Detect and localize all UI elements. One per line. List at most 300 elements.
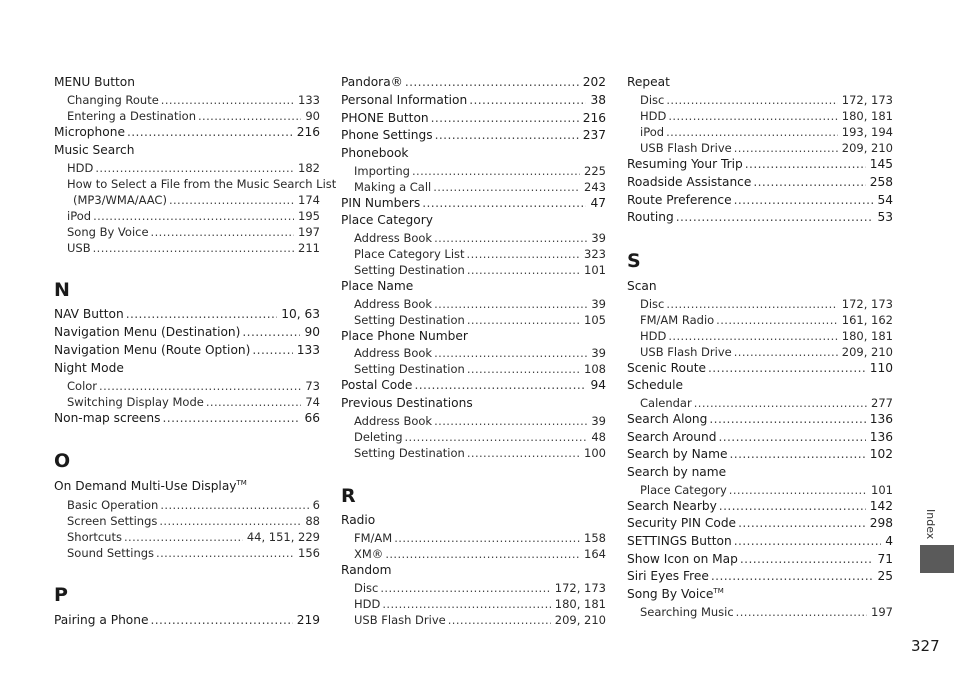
- index-term: Security PIN Code: [627, 516, 737, 530]
- dot-leader: [160, 497, 308, 513]
- page-number: 327: [911, 637, 940, 655]
- dot-leader: [676, 209, 874, 227]
- index-term: Search Along: [627, 412, 708, 426]
- page-reference[interactable]: 10, 63: [281, 307, 320, 321]
- dot-leader: [694, 395, 867, 411]
- index-subentry: [341, 445, 606, 461]
- dot-leader: [156, 545, 294, 561]
- index-subentry: [54, 378, 320, 394]
- dot-leader: [734, 192, 874, 210]
- dot-leader: [666, 92, 837, 108]
- page-reference[interactable]: 66: [304, 411, 320, 425]
- index-term: Siri Eyes Free: [627, 569, 709, 583]
- index-entry: [341, 145, 606, 163]
- page-reference[interactable]: 88: [305, 514, 320, 528]
- index-term: Postal Code: [341, 378, 413, 392]
- index-entry: [54, 306, 320, 324]
- dot-leader: [709, 411, 865, 429]
- index-term: Place Category: [341, 213, 433, 227]
- index-subentry: [54, 513, 320, 529]
- trademark-superscript: TM: [236, 478, 247, 487]
- trademark-superscript: TM: [713, 586, 724, 595]
- dot-leader: [469, 92, 586, 110]
- index-subentry: [341, 612, 606, 628]
- index-subentry: [341, 580, 606, 596]
- index-term: Disc: [640, 93, 665, 107]
- index-entry: [341, 127, 606, 145]
- index-term: Routing: [627, 210, 674, 224]
- page-reference[interactable]: 237: [582, 128, 606, 142]
- index-entry: [627, 156, 893, 174]
- dot-leader: [161, 92, 294, 108]
- index-subentry: [54, 92, 320, 108]
- dot-leader: [206, 394, 302, 410]
- page-reference[interactable]: 101: [584, 263, 606, 277]
- dot-leader: [711, 568, 874, 586]
- page-reference[interactable]: 47: [590, 196, 606, 210]
- index-term: On Demand Multi-Use Display: [54, 479, 237, 493]
- index-term: Previous Destinations: [341, 396, 473, 410]
- dot-leader: [434, 296, 587, 312]
- page-reference[interactable]: 100: [584, 446, 606, 460]
- index-subentry: [627, 312, 893, 328]
- index-term: Random: [341, 563, 392, 577]
- dot-leader: [734, 140, 838, 156]
- page-reference[interactable]: 101: [871, 483, 893, 497]
- page-reference[interactable]: 108: [584, 362, 606, 376]
- index-subentry: [627, 124, 893, 140]
- dot-leader: [467, 361, 580, 377]
- index-term: Navigation Menu (Route Option): [54, 343, 251, 357]
- page-reference[interactable]: 4: [885, 534, 893, 548]
- dot-leader: [753, 174, 865, 192]
- index-term: Changing Route: [67, 93, 159, 107]
- index-subentry: [627, 395, 893, 411]
- page-reference[interactable]: 211: [298, 241, 320, 255]
- index-subentry: [341, 246, 606, 262]
- index-subentry: [54, 529, 320, 545]
- index-side-tab[interactable]: [920, 545, 954, 573]
- page-reference[interactable]: 6: [312, 498, 320, 512]
- dot-leader: [414, 377, 586, 395]
- index-entry: [627, 498, 893, 516]
- index-term: USB: [67, 241, 91, 255]
- page-reference[interactable]: 174: [298, 193, 320, 207]
- index-subentry: [54, 108, 320, 124]
- index-subentry: [627, 92, 893, 108]
- index-entry: [627, 533, 893, 551]
- index-term: Scenic Route: [627, 361, 706, 375]
- index-entry: [54, 360, 320, 378]
- dot-leader: [745, 156, 866, 174]
- index-side-tab-label: Index: [924, 508, 937, 540]
- index-term: Route Preference: [627, 193, 732, 207]
- page-reference[interactable]: 54: [877, 193, 893, 207]
- index-term: Setting Destination: [354, 362, 465, 376]
- index-entry: [627, 74, 893, 92]
- index-entry: [341, 562, 606, 580]
- index-entry: [54, 612, 320, 630]
- index-term: Non-map screens: [54, 411, 161, 425]
- index-entry: [627, 209, 893, 227]
- page-reference[interactable]: 48: [591, 430, 606, 444]
- index-subentry: [627, 344, 893, 360]
- index-term: MENU Button: [54, 75, 135, 89]
- index-entry: [54, 410, 320, 428]
- dot-leader: [412, 163, 580, 179]
- index-term: Microphone: [54, 125, 125, 139]
- index-entry: [627, 360, 893, 378]
- index-term: Basic Operation: [67, 498, 159, 512]
- dot-leader: [434, 345, 587, 361]
- index-term: Color: [67, 379, 98, 393]
- section-letter: N: [54, 279, 70, 301]
- index-subentry: [627, 108, 893, 124]
- index-term: Calendar: [640, 396, 692, 410]
- page-reference[interactable]: 197: [871, 605, 893, 619]
- index-subentry: [627, 604, 893, 620]
- index-term: Disc: [354, 581, 379, 595]
- page-reference[interactable]: 180, 181: [554, 597, 606, 611]
- index-term: XM®: [354, 547, 384, 561]
- page-reference[interactable]: 53: [877, 210, 893, 224]
- dot-leader: [467, 262, 580, 278]
- index-subentry: [341, 262, 606, 278]
- index-term: Place Category List: [354, 247, 465, 261]
- page-reference[interactable]: 209, 210: [554, 613, 606, 627]
- index-term: USB Flash Drive: [640, 141, 732, 155]
- dot-leader: [666, 124, 838, 140]
- dot-leader: [163, 410, 301, 428]
- index-entry: [627, 515, 893, 533]
- index-entry: [54, 478, 320, 496]
- index-term: FM/AM: [354, 531, 393, 545]
- index-term: Screen Settings: [67, 514, 158, 528]
- index-term: Setting Destination: [354, 263, 465, 277]
- index-entry: [54, 324, 320, 342]
- dot-leader: [124, 529, 243, 545]
- section-letter: P: [54, 584, 68, 606]
- index-term: Making a Call: [354, 180, 432, 194]
- index-entry: [627, 429, 893, 447]
- dot-leader: [433, 179, 580, 195]
- dot-leader: [394, 530, 580, 546]
- index-subentry: [341, 345, 606, 361]
- index-term: Radio: [341, 513, 376, 527]
- index-entry: [341, 212, 606, 230]
- index-term: iPod: [67, 209, 92, 223]
- index-entry: [341, 395, 606, 413]
- index-subentry: [341, 230, 606, 246]
- index-term: Phone Settings: [341, 128, 433, 142]
- page-reference[interactable]: 158: [584, 531, 606, 545]
- dot-leader: [736, 604, 867, 620]
- dot-leader: [93, 240, 294, 256]
- dot-leader: [718, 429, 865, 447]
- index-entry: [627, 464, 893, 482]
- index-term: Address Book: [354, 346, 433, 360]
- index-term: Repeat: [627, 75, 670, 89]
- index-entry: [627, 174, 893, 192]
- dot-leader: [380, 580, 550, 596]
- page-reference[interactable]: 90: [304, 325, 320, 339]
- index-term: HDD: [640, 329, 667, 343]
- index-term: HDD: [67, 161, 94, 175]
- index-term: Address Book: [354, 297, 433, 311]
- dot-leader: [434, 413, 587, 429]
- index-entry: [627, 568, 893, 586]
- page-reference[interactable]: 225: [584, 164, 606, 178]
- dot-leader: [716, 312, 838, 328]
- index-term: Place Name: [341, 279, 414, 293]
- dot-leader: [405, 74, 579, 92]
- page-reference[interactable]: 209, 210: [841, 141, 893, 155]
- index-entry: [341, 195, 606, 213]
- index-entry: [54, 342, 320, 360]
- index-entry: [341, 110, 606, 128]
- dot-leader: [126, 306, 278, 324]
- index-subentry: [54, 160, 320, 176]
- index-term: Show Icon on Map: [627, 552, 738, 566]
- dot-leader: [382, 596, 550, 612]
- page-reference[interactable]: 71: [877, 552, 893, 566]
- page-reference[interactable]: 73: [305, 379, 320, 393]
- index-term: HDD: [354, 597, 381, 611]
- dot-leader: [431, 110, 579, 128]
- dot-leader: [708, 360, 866, 378]
- page-reference[interactable]: 216: [296, 125, 320, 139]
- index-subentry: [627, 328, 893, 344]
- page-reference[interactable]: 219: [296, 613, 320, 627]
- index-entry: [341, 512, 606, 530]
- page-reference[interactable]: 105: [584, 313, 606, 327]
- dot-leader: [127, 124, 293, 142]
- index-term: Setting Destination: [354, 313, 465, 327]
- index-subentry: [627, 140, 893, 156]
- index-entry: [627, 192, 893, 210]
- index-subentry: [341, 179, 606, 195]
- index-term: (MP3/WMA/AAC): [73, 193, 167, 207]
- dot-leader: [99, 378, 301, 394]
- dot-leader: [151, 224, 295, 240]
- dot-leader: [729, 482, 867, 498]
- page-reference[interactable]: 243: [584, 180, 606, 194]
- page-reference[interactable]: 90: [305, 109, 320, 123]
- dot-leader: [95, 160, 294, 176]
- index-term: USB Flash Drive: [640, 345, 732, 359]
- page-reference[interactable]: 133: [298, 93, 320, 107]
- page-reference[interactable]: 110: [869, 361, 893, 375]
- page-reference[interactable]: 133: [296, 343, 320, 357]
- index-term: Search by Name: [627, 447, 728, 461]
- index-term: How to Select a File from the Music Search List: [67, 177, 337, 191]
- index-term: Disc: [640, 297, 665, 311]
- page-reference[interactable]: 172, 173: [841, 297, 893, 311]
- index-term: Address Book: [354, 414, 433, 428]
- index-entry: [341, 377, 606, 395]
- index-term: SETTINGS Button: [627, 534, 732, 548]
- dot-leader: [150, 612, 292, 630]
- index-entry: [341, 74, 606, 92]
- index-term: PIN Numbers: [341, 196, 421, 210]
- dot-leader: [405, 429, 588, 445]
- page-reference[interactable]: 164: [584, 547, 606, 561]
- index-term: Personal Information: [341, 93, 468, 107]
- index-term: Place Category: [640, 483, 727, 497]
- index-term: Schedule: [627, 378, 684, 392]
- page-reference[interactable]: 216: [582, 111, 606, 125]
- index-term: Sound Settings: [67, 546, 155, 560]
- page-reference[interactable]: 161, 162: [841, 313, 893, 327]
- dot-leader: [734, 344, 838, 360]
- index-entry: [341, 278, 606, 296]
- index-entry: [627, 586, 893, 604]
- page-reference[interactable]: 39: [591, 297, 606, 311]
- index-term: Address Book: [354, 231, 433, 245]
- index-entry: [627, 377, 893, 395]
- page-reference[interactable]: 277: [871, 396, 893, 410]
- index-subentry: [341, 296, 606, 312]
- index-term: USB Flash Drive: [354, 613, 446, 627]
- index-subentry: [341, 429, 606, 445]
- index-term: Deleting: [354, 430, 403, 444]
- index-term: Music Search: [54, 143, 135, 157]
- index-subentry: [341, 413, 606, 429]
- page-reference[interactable]: 136: [869, 412, 893, 426]
- index-entry: [54, 142, 320, 160]
- page-reference[interactable]: 182: [298, 161, 320, 175]
- dot-leader: [385, 546, 580, 562]
- index-term: Roadside Assistance: [627, 175, 752, 189]
- index-subentry: [341, 361, 606, 377]
- dot-leader: [734, 533, 882, 551]
- page-reference[interactable]: 298: [869, 516, 893, 530]
- page-reference[interactable]: 25: [877, 569, 893, 583]
- index-subentry: [341, 530, 606, 546]
- index-term: iPod: [640, 125, 665, 139]
- dot-leader: [422, 195, 586, 213]
- dot-leader: [467, 445, 580, 461]
- dot-leader: [719, 498, 866, 516]
- index-term: Navigation Menu (Destination): [54, 325, 241, 339]
- section-letter: R: [341, 485, 356, 507]
- index-term: Search Around: [627, 430, 717, 444]
- page-reference[interactable]: 39: [591, 414, 606, 428]
- index-subentry: [54, 224, 320, 240]
- dot-leader: [242, 324, 300, 342]
- page-reference[interactable]: 180, 181: [841, 329, 893, 343]
- index-term: PHONE Button: [341, 111, 429, 125]
- index-entry: [627, 551, 893, 569]
- index-term: Scan: [627, 279, 657, 293]
- index-term: Entering a Destination: [67, 109, 196, 123]
- dot-leader: [169, 192, 294, 208]
- index-term: Setting Destination: [354, 446, 465, 460]
- index-subentry: [341, 312, 606, 328]
- page-reference[interactable]: 39: [591, 231, 606, 245]
- index-entry: [54, 124, 320, 142]
- index-term: Resuming Your Trip: [627, 157, 743, 171]
- page-reference[interactable]: 172, 173: [841, 93, 893, 107]
- page-reference[interactable]: 39: [591, 346, 606, 360]
- page-reference[interactable]: 202: [582, 75, 606, 89]
- index-term: FM/AM Radio: [640, 313, 715, 327]
- page-reference[interactable]: 258: [869, 175, 893, 189]
- dot-leader: [668, 328, 837, 344]
- page-reference[interactable]: 323: [584, 247, 606, 261]
- index-entry: [627, 411, 893, 429]
- index-term: Night Mode: [54, 361, 124, 375]
- index-subentry: [54, 240, 320, 256]
- page-reference[interactable]: 209, 210: [841, 345, 893, 359]
- dot-leader: [467, 312, 580, 328]
- dot-leader: [252, 342, 292, 360]
- index-subentry: [54, 192, 320, 208]
- dot-leader: [467, 246, 581, 262]
- index-term: NAV Button: [54, 307, 124, 321]
- index-term: Phonebook: [341, 146, 409, 160]
- index-subentry: [54, 497, 320, 513]
- dot-leader: [93, 208, 294, 224]
- section-letter: S: [627, 250, 641, 272]
- page-reference[interactable]: 195: [298, 209, 320, 223]
- dot-leader: [198, 108, 301, 124]
- index-subentry: [341, 546, 606, 562]
- dot-leader: [666, 296, 837, 312]
- index-subentry: [54, 176, 337, 192]
- dot-leader: [434, 230, 587, 246]
- page-reference[interactable]: 38: [590, 93, 606, 107]
- index-entry: [627, 446, 893, 464]
- index-term: Song By Voice: [67, 225, 149, 239]
- page-reference[interactable]: 44, 151, 229: [246, 530, 320, 544]
- index-term: Search Nearby: [627, 499, 717, 513]
- page-reference[interactable]: 136: [869, 430, 893, 444]
- index-term: Shortcuts: [67, 530, 122, 544]
- dot-leader: [740, 551, 874, 569]
- page-reference[interactable]: 156: [298, 546, 320, 560]
- index-subentry: [54, 545, 320, 561]
- page-reference[interactable]: 193, 194: [841, 125, 893, 139]
- index-term: Song By Voice: [627, 587, 714, 601]
- dot-leader: [738, 515, 866, 533]
- index-term: Search by name: [627, 465, 727, 479]
- page-reference[interactable]: 142: [869, 499, 893, 513]
- index-term: HDD: [640, 109, 667, 123]
- index-term: Place Phone Number: [341, 329, 468, 343]
- index-subentry: [627, 296, 893, 312]
- page-reference[interactable]: 180, 181: [841, 109, 893, 123]
- index-subentry: [54, 208, 320, 224]
- page-reference[interactable]: 94: [590, 378, 606, 392]
- dot-leader: [159, 513, 301, 529]
- page-reference[interactable]: 102: [869, 447, 893, 461]
- page-reference[interactable]: 197: [298, 225, 320, 239]
- index-subentry: [54, 394, 320, 410]
- dot-leader: [448, 612, 551, 628]
- section-letter: O: [54, 450, 71, 472]
- page-reference[interactable]: 172, 173: [554, 581, 606, 595]
- page-reference[interactable]: 145: [869, 157, 893, 171]
- index-entry: [54, 74, 320, 92]
- index-term: Switching Display Mode: [67, 395, 204, 409]
- page-reference[interactable]: 74: [305, 395, 320, 409]
- dot-leader: [730, 446, 866, 464]
- index-term: Importing: [354, 164, 410, 178]
- dot-leader: [668, 108, 837, 124]
- index-entry: [341, 92, 606, 110]
- index-term: Pandora®: [341, 75, 403, 89]
